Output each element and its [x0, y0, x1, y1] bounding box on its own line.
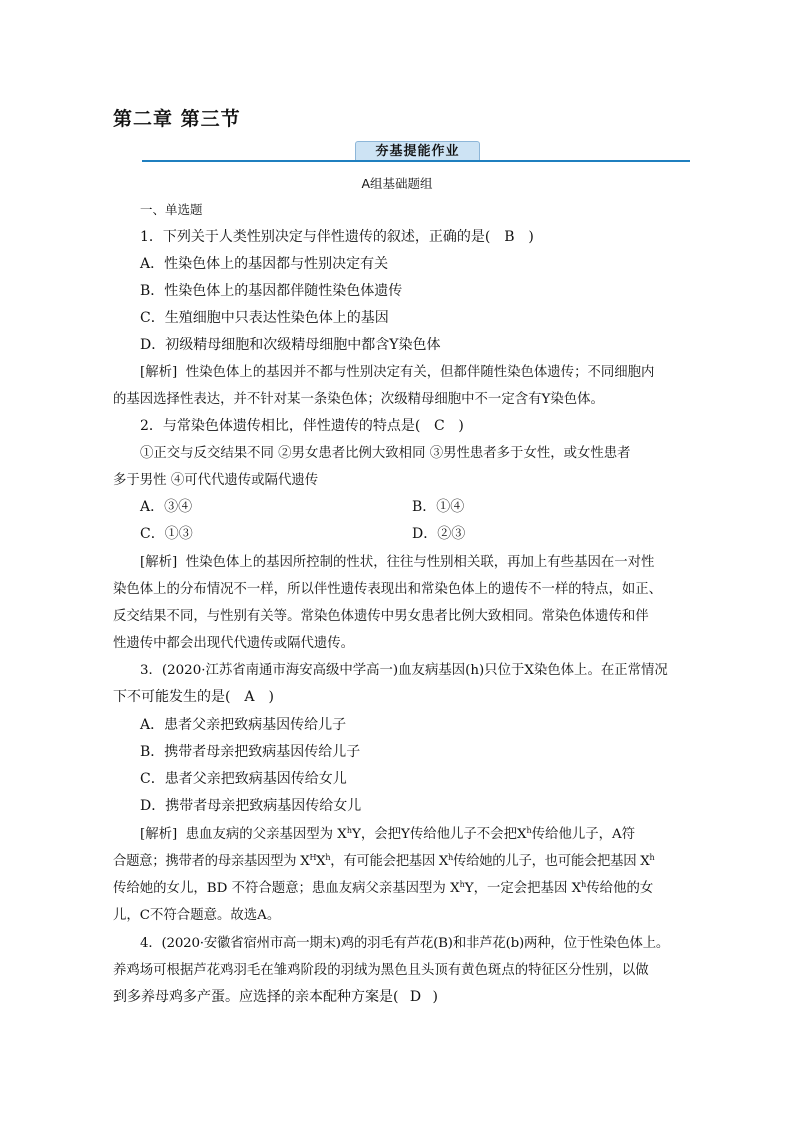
- question-2-option-b: B．①④: [412, 499, 465, 515]
- question-4-stem-line-2: 养鸡场可根据芦花鸡羽毛在雏鸡阶段的羽绒为黑色且头顶有黄色斑点的特征区分性别，以做: [113, 963, 649, 978]
- section-title: 一、单选题: [140, 202, 203, 217]
- question-2-analysis-line-3: 反交结果不同，与性别有关等。常染色体遗传中男女患者比例大致相同。常染色体遗传和伴: [113, 609, 649, 624]
- question-3-stem-line-1: 3．(2020·江苏省南通市海安高级中学高一)血友病基因(h)只位于X染色体上。在正常情况: [140, 663, 668, 678]
- analysis-tag: [解析]: [140, 365, 178, 380]
- question-2-option-c: C．①③: [140, 526, 193, 542]
- homework-badge: 夯基提能作业: [355, 141, 480, 162]
- question-3-option-b: B．携带者母亲把致病基因传给儿子: [140, 744, 361, 760]
- question-1-analysis-line-1: [解析] 性染色体上的基因并不都与性别决定有关，但都伴随性染色体遗传；不同细胞内: [140, 365, 655, 380]
- question-1-option-b: B．性染色体上的基因都伴随性染色体遗传: [140, 283, 403, 299]
- question-3-analysis-line-1: [解析] 患血友病的父亲基因型为 $X^hY$，会把Y传给他儿子不会把$X^h$传给他儿子，A符: [140, 826, 636, 842]
- analysis-tag: [解析]: [140, 555, 178, 570]
- group-title: A组基础题组: [361, 176, 433, 191]
- question-3-answer: A: [244, 689, 255, 705]
- question-2-analysis-line-2: 染色体上的分布情况不一样，所以伴性遗传表现出和常染色体上的遗传不一样的特点，如正、: [113, 582, 663, 597]
- question-3-analysis-line-3: 传给她的女儿，BD 不符合题意；患血友病父亲基因型为 $X^hY$，一定会把基因 $X^h$传给他的女: [113, 880, 654, 896]
- question-1-option-a: A．性染色体上的基因都与性别决定有关: [140, 256, 389, 272]
- question-2-analysis-line-4: 性遗传中都会出现代代遗传或隔代遗传。: [113, 636, 355, 651]
- question-3-option-a: A．患者父亲把致病基因传给儿子: [140, 717, 347, 733]
- question-1-stem: 1．下列关于人类性别决定与伴性遗传的叙述，正确的是( B ): [140, 229, 534, 245]
- question-3-analysis-line-4: 儿，C不符合题意。故选A。: [113, 908, 281, 923]
- question-1-option-c: C．生殖细胞中只表达性染色体上的基因: [140, 310, 389, 326]
- question-2-stem: 2．与常染色体遗传相比，伴性遗传的特点是( C ): [140, 418, 464, 434]
- question-2-option-d: D．②③: [412, 526, 466, 542]
- question-3-option-d: D．携带者母亲把致病基因传给女儿: [140, 798, 362, 814]
- question-1-answer: B: [504, 229, 515, 245]
- chapter-title: 第二章 第三节: [113, 108, 241, 130]
- header-rule: [142, 160, 690, 162]
- question-2-items-line-1: ①正交与反交结果不同 ②男女患者比例大致相同 ③男性患者多于女性，或女性患者: [140, 446, 631, 461]
- question-3-option-c: C．患者父亲把致病基因传给女儿: [140, 771, 347, 787]
- question-2-items-line-2: 多于男性 ④可代代遗传或隔代遗传: [113, 473, 319, 488]
- question-2-analysis-line-1: [解析] 性染色体上的基因所控制的性状，往往与性别相关联，再加上有些基因在一对性: [140, 555, 655, 570]
- question-3-stem-line-2: 下不可能发生的是( A ): [113, 689, 274, 705]
- question-2-option-a: A．③④: [140, 499, 193, 515]
- question-4-stem-line-1: 4．(2020·安徽省宿州市高一期末)鸡的羽毛有芦花(B)和非芦花(b)两种，位于性染色体上。: [140, 936, 670, 951]
- question-4-answer: D: [409, 989, 422, 1005]
- question-1-option-d: D．初级精母细胞和次级精母细胞中都含Y染色体: [140, 337, 441, 353]
- analysis-tag: [解析]: [140, 827, 178, 842]
- question-1-analysis-line-2: 的基因选择性表达，并不针对某一条染色体；次级精母细胞中不一定含有Y染色体。: [113, 392, 604, 407]
- question-2-answer: C: [434, 418, 445, 434]
- question-3-analysis-line-2: 合题意；携带者的母亲基因型为 $X^HX^h$，有可能会把基因 $X^h$传给她的儿子，也可能会把基因 $X^h$: [113, 853, 655, 869]
- question-4-stem-line-3: 到多养母鸡多产蛋。应选择的亲本配种方案是( D ): [113, 989, 438, 1005]
